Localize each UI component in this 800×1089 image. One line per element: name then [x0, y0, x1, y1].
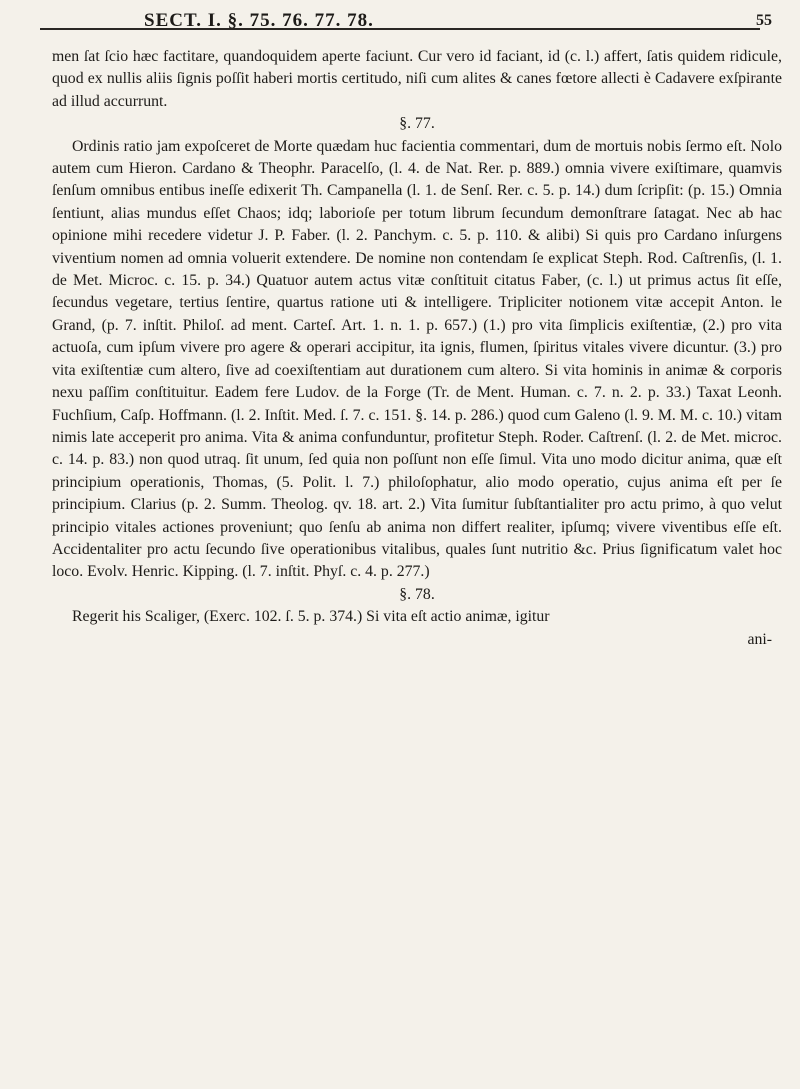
paragraph-3: Regerit his Scaliger, (Exerc. 102. ſ. 5. p. 374.) Si vita eſt actio animæ, igitur [72, 608, 550, 626]
page-header [60, 8, 772, 36]
paragraph-1: men ſat ſcio hæc factitare, quandoquidem aperte faciunt. Cur vero id faciant, id (c. l.) affert, ſatis quidem ridicule, quod ex nullis aliis ſignis poſſit haberi mortis certitudo, niſi cum alites & canes fœtore allecti è Cadavere exſpirante ad illud accurrunt. [52, 48, 782, 110]
section-77-heading: §. 77. [399, 115, 435, 133]
catchword: ani- [747, 630, 772, 648]
body-text [52, 46, 782, 651]
paragraph-2: Ordinis ratio jam expoſceret de Morte quædam huc facientia commentari, dum de mortuis nobis ſermo eſt. Nolo autem cum Hieron. Cardano & Theophr. Paracelſo, (l. 4. de Nat. Rer. p. 889.) omnia vivere exiſtimare, quamvis ſenſum omnibus entibus ineſſe edixerit Th. Campanella (l. 1. de Senſ. Rer. c. 5. p. 14.) dum ſcripſit: (p. 15.) Omnia ſentiunt, alias mundus eſſet Chaos; idq; laborioſe per totum librum ſecundum demonſtrare ſatagat. Nec ab hac opinione mihi recedere videtur J. P. Faber. (l. 2. Panchym. c. 5. p. 110. & alibi) Si quis pro Cardano inſurgens viventium nomen ad omnia voluerit extendere. De nomine non contendam ſe explicat Steph. Rod. Caſtrenſis, (l. 1. de Met. Microc. c. 15. p. 34.) Quatuor autem actus vitæ conſtituit citatus Faber, (c. l.) ut primus actus ſit eſſe, ſecundus vegetare, tertius ſentire, quartus ratione uti & intelligere. Tripliciter notionem vitæ accepit Anton. le Grand, (p. 7. inſtit. Philoſ. ad ment. Carteſ. Art. 1. n. 1. p. 657.) (1.) pro vita ſimplicis exiſtentiæ, (2.) pro vita actuoſa, cum ipſum vivere pro agere & operari accipitur, ita ignis, flumen, ſpiritus vitales vivere dicuntur. (3.) pro vita exiſtentiæ cum altero, ſive ad coexiſtentiam aut durationem cum altero. Si vita hominis in animæ & corporis nexu paſſim conſtituitur. Eadem fere Ludov. de la Forge (Tr. de Ment. Human. c. 7. n. 2. p. 33.) Taxat Leonh. Fuchſium, Caſp. Hoffmann. (l. 2. Inſtit. Med. ſ. 7. c. 151. §. 14. p. 286.) quod cum Galeno (l. 9. M. M. c. 10.) vitam nimis late acceperit pro anima. Vita & anima confunduntur, profitetur Steph. Roder. Caſtrenſ. (l. 2. de Met. microc. c. 14. p. 83.) non quod utraq. ſit unum, ſed quia non poſſunt non eſſe ſimul. Vita uno modo dicitur anima, quæ eſt principium operationis, Thomas, (5. Polit. l. 7.) philoſophatur, alio modo operatio, cujus anima eſt per ſe principium. Clarius (p. 2. Summ. Theolog. qv. 18. art. 2.) Vita ſumitur ſubſtantialiter pro actu primo, à quo velut principio vitales actiones proveniunt; quo ſenſu ab anima non differt realiter, ipſumq; vivere viventibus eſſe eſt. Accidentaliter pro actu ſecundo ſive operationibus vitalibus, quales ſunt nutritio &c. Prius ſignificatum valet hoc loco. Evolv. Henric. Kipping. (l. 7. inſtit. Phyſ. c. 4. p. 277.) [52, 137, 782, 581]
section-78-heading: §. 78. [399, 585, 435, 603]
header-rule [40, 28, 760, 30]
running-head: SECT. I. §. 75. 76. 77. 78. [144, 10, 374, 31]
page-number: 55 [756, 12, 772, 29]
